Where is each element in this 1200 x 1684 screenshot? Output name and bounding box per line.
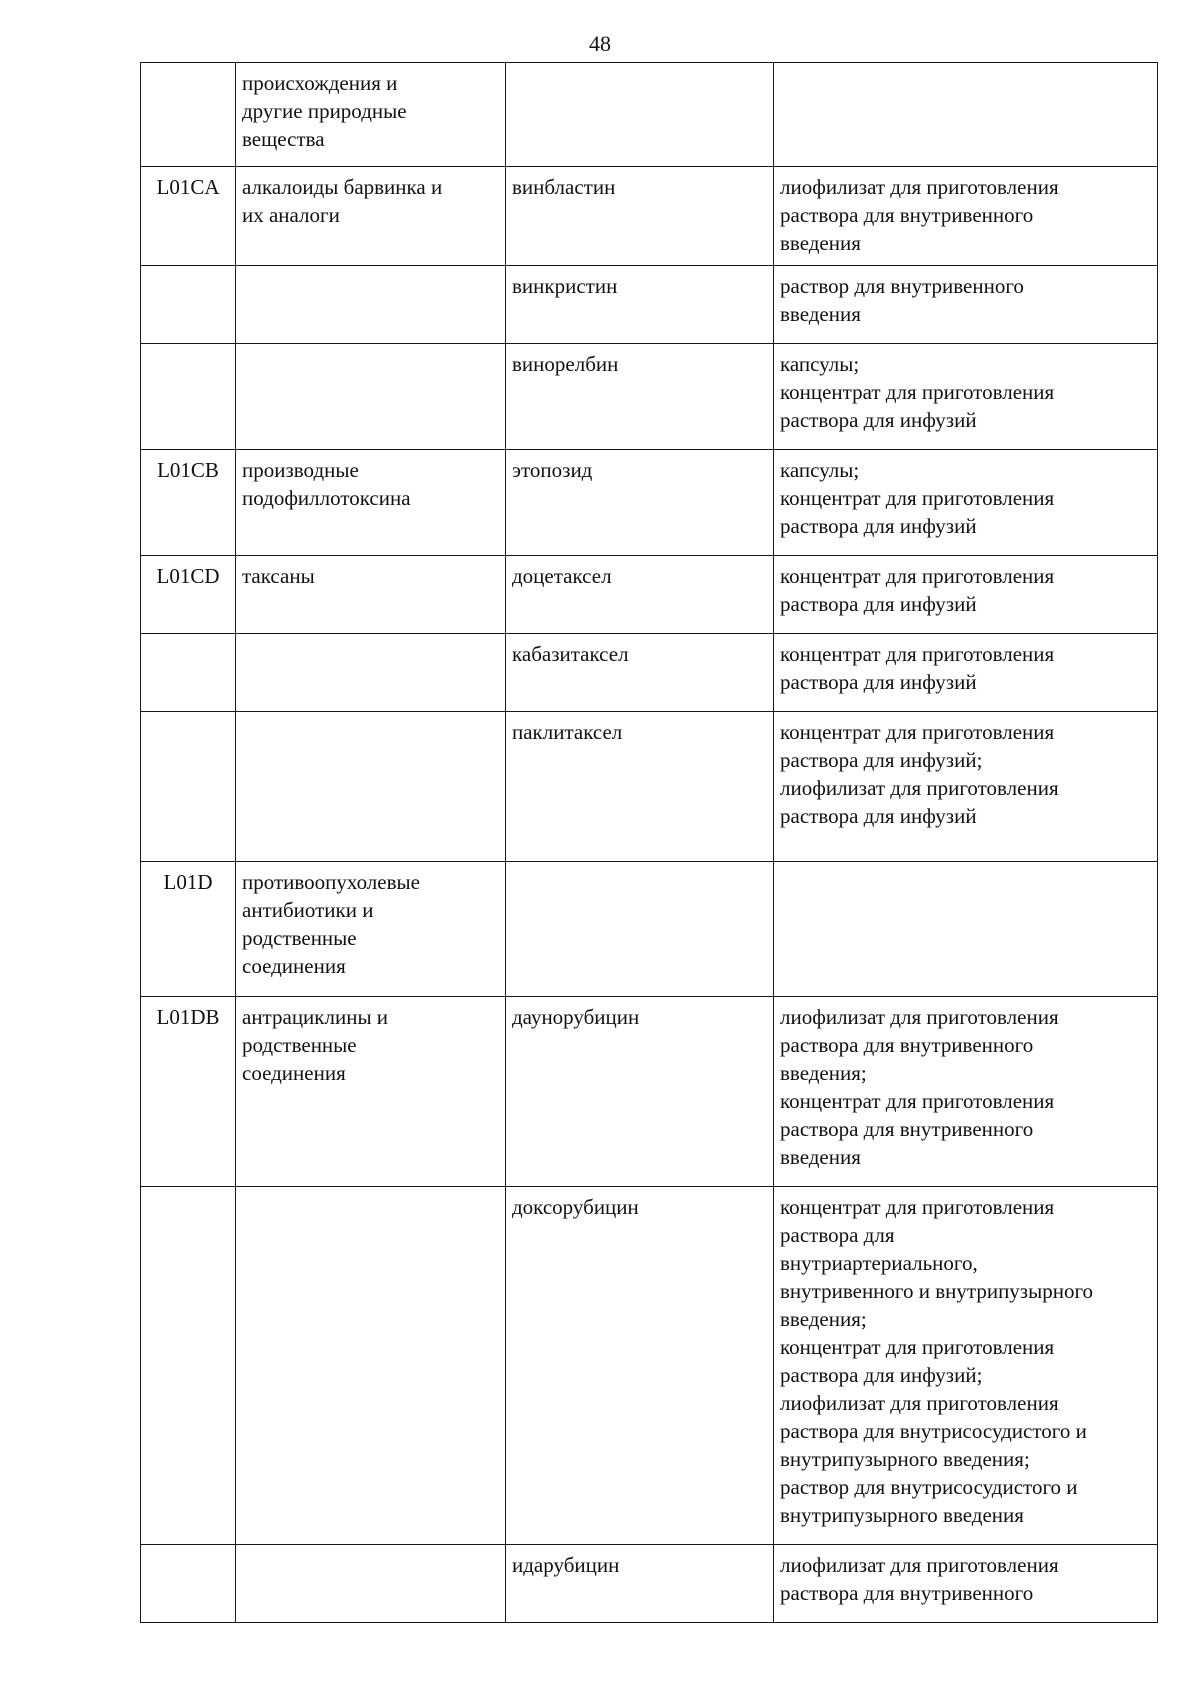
drug-name-cell xyxy=(506,63,774,167)
drug-name-cell: винбластин xyxy=(506,167,774,266)
atc-group-cell xyxy=(236,344,506,450)
atc-code-cell: L01D xyxy=(141,862,236,997)
atc-group-cell xyxy=(236,266,506,344)
dosage-form-cell: капсулы; концентрат для приготовления раствора для инфузий xyxy=(774,450,1158,556)
drug-name-cell: кабазитаксел xyxy=(506,634,774,712)
dosage-form-cell: раствор для внутривенного введения xyxy=(774,266,1158,344)
atc-group-cell: таксаны xyxy=(236,556,506,634)
drug-table xyxy=(140,62,1158,1623)
atc-code-cell: L01CD xyxy=(141,556,236,634)
table-row xyxy=(141,266,1158,344)
dosage-form-cell: концентрат для приготовления раствора для внутриартериального, внутривенного и внутрипузырного введения; концентрат для приготовления раствора для инфузий; лиофилизат для приготовления раствора для внутрисосудистого и внутрипузырного введения; раствор для внутрисосудистого и внутрипузырного введения xyxy=(774,1187,1158,1545)
dosage-form-cell: концентрат для приготовления раствора для инфузий xyxy=(774,556,1158,634)
atc-code-cell xyxy=(141,634,236,712)
table-row xyxy=(141,997,1158,1187)
dosage-form-cell xyxy=(774,862,1158,997)
table-row xyxy=(141,450,1158,556)
atc-code-cell: L01CB xyxy=(141,450,236,556)
atc-code-cell xyxy=(141,344,236,450)
drug-name-cell xyxy=(506,862,774,997)
atc-code-cell xyxy=(141,1187,236,1545)
drug-name-cell: этопозид xyxy=(506,450,774,556)
drug-name-cell: идарубицин xyxy=(506,1545,774,1623)
table-row xyxy=(141,1187,1158,1545)
table-row xyxy=(141,712,1158,862)
atc-code-cell: L01DB xyxy=(141,997,236,1187)
dosage-form-cell: лиофилизат для приготовления раствора для внутривенного введения; концентрат для приготовления раствора для внутривенного введения xyxy=(774,997,1158,1187)
table-row xyxy=(141,63,1158,167)
table-row xyxy=(141,634,1158,712)
dosage-form-cell: концентрат для приготовления раствора для инфузий; лиофилизат для приготовления раствора для инфузий xyxy=(774,712,1158,862)
table-row xyxy=(141,556,1158,634)
atc-code-cell xyxy=(141,1545,236,1623)
table-row xyxy=(141,167,1158,266)
atc-code-cell xyxy=(141,63,236,167)
atc-group-cell: производные подофиллотоксина xyxy=(236,450,506,556)
atc-group-cell xyxy=(236,1187,506,1545)
page-number: 48 xyxy=(589,31,611,56)
dosage-form-cell xyxy=(774,63,1158,167)
atc-code-cell: L01CA xyxy=(141,167,236,266)
atc-group-cell: антрациклины и родственные соединения xyxy=(236,997,506,1187)
dosage-form-cell: лиофилизат для приготовления раствора для внутривенного xyxy=(774,1545,1158,1623)
table-row xyxy=(141,344,1158,450)
atc-group-cell: алкалоиды барвинка и их аналоги xyxy=(236,167,506,266)
atc-group-cell: происхождения и другие природные вещества xyxy=(236,63,506,167)
dosage-form-cell: лиофилизат для приготовления раствора для внутривенного введения xyxy=(774,167,1158,266)
drug-name-cell: винорелбин xyxy=(506,344,774,450)
atc-code-cell xyxy=(141,266,236,344)
table-row xyxy=(141,1545,1158,1623)
atc-code-cell xyxy=(141,712,236,862)
dosage-form-cell: концентрат для приготовления раствора для инфузий xyxy=(774,634,1158,712)
atc-group-cell xyxy=(236,634,506,712)
drug-name-cell: винкристин xyxy=(506,266,774,344)
atc-group-cell: противоопухолевые антибиотики и родственные соединения xyxy=(236,862,506,997)
atc-group-cell xyxy=(236,1545,506,1623)
drug-name-cell: даунорубицин xyxy=(506,997,774,1187)
drug-name-cell: доксорубицин xyxy=(506,1187,774,1545)
atc-group-cell xyxy=(236,712,506,862)
table-row xyxy=(141,862,1158,997)
dosage-form-cell: капсулы; концентрат для приготовления раствора для инфузий xyxy=(774,344,1158,450)
drug-name-cell: паклитаксел xyxy=(506,712,774,862)
drug-name-cell: доцетаксел xyxy=(506,556,774,634)
